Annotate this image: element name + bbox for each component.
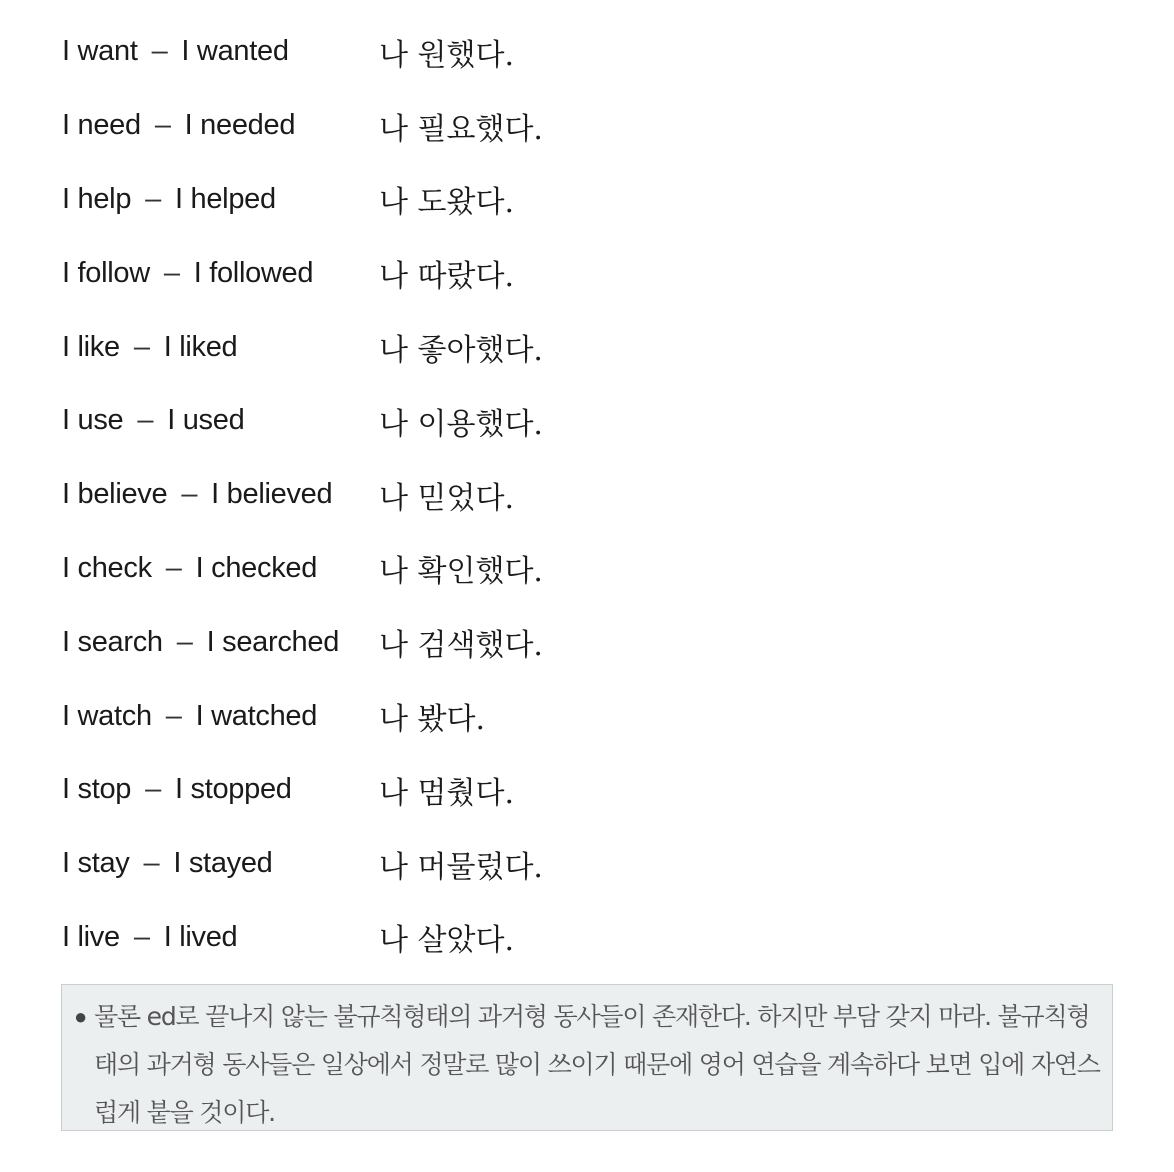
english-pair xyxy=(62,331,379,364)
english-pair xyxy=(62,35,379,68)
korean-translation: 나 이용했다. xyxy=(379,406,543,442)
past-form: I stopped xyxy=(174,773,292,806)
korean-translation: 나 원했다. xyxy=(379,37,514,73)
note-item xyxy=(74,993,1100,1137)
present-form: I follow xyxy=(62,256,150,289)
present-form: I stop xyxy=(62,773,132,806)
korean-translation: 나 검색했다. xyxy=(379,628,543,664)
korean-translation: 나 멈췄다. xyxy=(379,775,514,811)
present-form: I use xyxy=(62,404,124,437)
separator: – xyxy=(133,330,150,363)
verb-row xyxy=(62,458,1112,532)
english-pair xyxy=(62,257,379,290)
present-form: I live xyxy=(62,920,120,953)
verb-row xyxy=(62,901,1112,975)
past-form: I believed xyxy=(211,478,333,511)
english-pair xyxy=(62,921,379,954)
verb-list xyxy=(62,15,1112,974)
past-form: I watched xyxy=(195,699,318,732)
verb-row xyxy=(62,827,1112,901)
korean-translation: 나 필요했다. xyxy=(379,111,543,147)
separator: – xyxy=(165,551,182,584)
past-form: I used xyxy=(167,404,245,437)
korean-translation: 나 머물렀다. xyxy=(379,849,543,885)
present-form: I need xyxy=(62,109,141,142)
verb-row xyxy=(62,605,1112,679)
separator: – xyxy=(133,920,150,953)
korean-translation: 나 확인했다. xyxy=(379,554,543,590)
separator: – xyxy=(154,109,171,142)
english-pair xyxy=(62,183,379,216)
separator: – xyxy=(143,847,160,880)
past-form: I needed xyxy=(184,109,296,142)
verb-row xyxy=(62,236,1112,310)
separator: – xyxy=(151,35,168,68)
english-pair xyxy=(62,773,379,806)
verb-row xyxy=(62,384,1112,458)
separator: – xyxy=(145,182,161,215)
note-text: 물론 ed로 끝나지 않는 불규칙형태의 과거형 동사들이 존재한다. 하지만 부담 갖지 마라. 불규칙형태의 과거형 동사들은 일상에서 정말로 많이 쓰이기 때문에 영어 연습을 계속하다 보면 입에 자연스럽게 붙을 것이다. xyxy=(94,1002,1100,1127)
korean-translation: 나 봤다. xyxy=(379,702,486,738)
separator: – xyxy=(176,625,193,658)
separator: – xyxy=(181,478,198,511)
english-pair xyxy=(62,700,379,733)
verb-row xyxy=(62,753,1112,827)
verb-row xyxy=(62,532,1112,606)
past-form: I followed xyxy=(193,256,314,289)
korean-translation: 나 따랐다. xyxy=(379,259,514,295)
verb-row xyxy=(62,163,1112,237)
english-pair xyxy=(62,404,379,437)
korean-translation: 나 믿었다. xyxy=(379,480,514,516)
english-pair xyxy=(62,109,379,142)
past-form: I checked xyxy=(195,551,318,584)
present-form: I help xyxy=(62,182,132,215)
present-form: I check xyxy=(62,551,152,584)
korean-translation: 나 도왔다. xyxy=(379,185,514,221)
verb-row xyxy=(62,15,1112,89)
present-form: I watch xyxy=(62,699,152,732)
separator: – xyxy=(137,404,154,437)
english-pair xyxy=(62,626,379,659)
korean-translation: 나 살았다. xyxy=(379,923,514,959)
present-form: I stay xyxy=(62,847,130,880)
english-pair xyxy=(62,847,379,880)
present-form: I like xyxy=(62,330,120,363)
bullet-icon: ● xyxy=(74,1004,88,1029)
verb-row xyxy=(62,679,1112,753)
past-form: I liked xyxy=(163,330,238,363)
note-box xyxy=(61,984,1113,1131)
korean-translation: 나 좋아했다. xyxy=(379,333,543,369)
past-form: I wanted xyxy=(181,35,289,68)
separator: – xyxy=(163,256,180,289)
past-form: I helped xyxy=(175,182,276,215)
separator: – xyxy=(165,699,182,732)
past-form: I stayed xyxy=(173,847,273,880)
english-pair xyxy=(62,478,379,511)
past-form: I lived xyxy=(163,920,238,953)
present-form: I want xyxy=(62,35,138,68)
verb-row xyxy=(62,89,1112,163)
present-form: I search xyxy=(62,625,163,658)
separator: – xyxy=(145,773,161,806)
present-form: I believe xyxy=(62,478,168,511)
verb-row xyxy=(62,310,1112,384)
past-form: I searched xyxy=(206,625,340,658)
english-pair xyxy=(62,552,379,585)
